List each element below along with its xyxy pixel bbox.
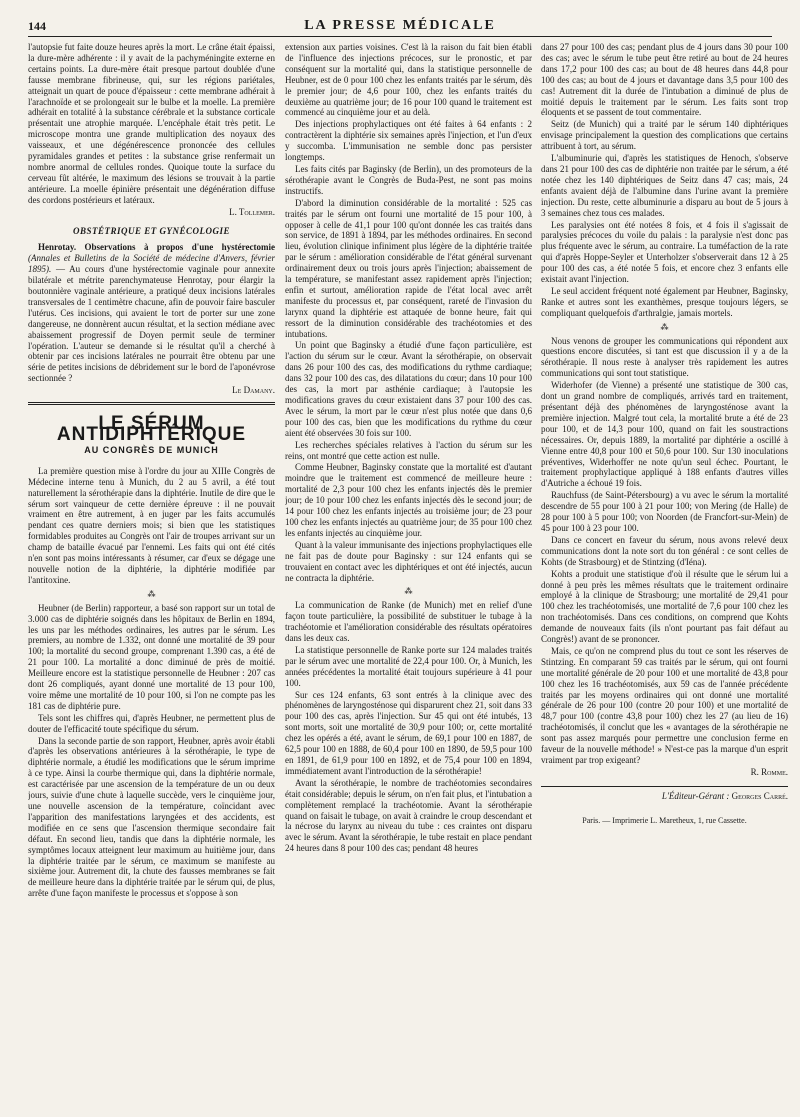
henrotay-paragraph — [28, 242, 275, 384]
signature: R. Romme. — [750, 766, 788, 777]
section-separator: ⁂ — [660, 322, 669, 332]
paragraph: dans 27 pour 100 des cas; pendant plus de 4 jours dans 30 pour 100 des cas; avec le sérum le tube peut être retiré au bout de 24 heures dans 17,2 pour 100 des cas; au bout de 48 heures dans 44,8 pour 100 des cas; au bout de 4 jours et davantage dans 3,5 pour 100 des cas! Autrement dit la durée de l'intubation a diminué de plus de moitié depuis le traitement par le sérum. Les faits sont trop éloquents et se passent de tout commentaire. — [541, 42, 788, 118]
paragraph: Widerhofer (de Vienne) a présenté une statistique de 300 cas, dont un grand nombre de compliqués, arrivés tard en traitement, présentant déjà des phénomènes de laryngosténose avant la première injection. Malgré tout cela, la mortalité brute a été de 23 pour 100, et de 14,3 pour 100, quand on fait les soustractions nécessaires. Or, depuis 1889, la mortalité par diphtérie a oscillé à Vienne entre 40,8 pour 100 et 50,6 pour 100. Sur 130 inoculations préventives, Widerhoffer ne note qu'un seul échec. Pourtant, le traitement prophylactique appliqué à 188 enfants d'autres villes d'Autriche a échoué 19 fois. — [541, 380, 788, 489]
paragraph: Un point que Baginsky a étudié d'une façon particulière, est l'action du sérum sur le cœur. Avant la sérothérapie, on observait dans 26 pour 100 des cas, des modifications du rythme cardiaque; dans 32 pour 100 des cas, des dilatations du cœur; dans 10 pour 100 des cas, la mort par asthénie cardiaque; à l'autopsie les modifications graves du cœur existaient dans 37 pour 100 des cas. Avec le sérum, la mort par le cœur n'est plus notée que dans 0,6 pour 100 des cas, bien que les modifications du rythme du cœur aient été observées 30 fois sur 100. — [285, 340, 532, 438]
paragraph: Nous venons de grouper les communications qui répondent aux questions encore discutées, si tant est que discussion il y a de la sérothérapie. Il nous reste à analyser très rapidement les autres communications qui sont tout statistique. — [541, 335, 788, 379]
section-separator: ⁂ — [404, 587, 413, 597]
paragraph: Le seul accident fréquent noté également par Heubner, Baginsky, Ranke et autres sont les exanthèmes, presque toujours légers, se compliquant quelquefois d'arthralgie, jamais mortels. — [541, 285, 788, 318]
paragraph: Quant à la valeur immunisante des injections prophylactiques elle ne fait pas de doute pour Baginsky : sur 124 enfants qui se trouvaient en contact avec les diphtériques et ont été injectés, aucun ne contracta la diphtérie. — [285, 539, 532, 583]
paragraph: l'autopsie fut faite douze heures après la mort. Le crâne était épaissi, la dure-mère adhérente : il y avait de la pachyméningite externe en certains points. La dure-mère était presque partout doublée d'une fausse membrane fibrineuse, qui, sur les régions pariétales, atteignait un quart de pouce d'épaisseur : cette membrane adhérait à l'arachnoïde et se prolongeait sur le bulbe et la moelle. La première adhérait en totalité à la substance cérébrale et la substance corticale présentait une atrophie marquée. L'encéphale était très petit. Le microscope montra une grande multiplication des noyaux des vaisseaux, et une dégénérescence prononcée des cellules pyramidales grandes et petites : la substance grise renfermait un nombre anormal de cellules rondes. Quoique toute la surface du cerveau fût altérée, le maximum des lésions se trouvait à la partie antérieure. La moelle épinière présentait une dégénération diffuse des cordons postérieurs et latéraux. — [28, 42, 275, 205]
intro-paragraph: La première question mise à l'ordre du jour au XIIIe Congrès de Médecine interne tenu à Munich, du 2 au 5 avril, a été tout naturellement la sérothérapie dans la diphtérie. Inutile de dire que le sérum sort vainqueur de cette dernière épreuve : il ne pouvait vraiment en être autrement, à en juger par les faits accumulés pendant ces quatre derniers mois; si bien que les statistiques formidables produites au Congrès ont l'air de troupes arrivant sur un champ de bataille évacué par l'ennemi. Les faits qui ont été cités n'en sont pas moins intéressants à résumer, car d'eux se dégage une nouvelle notion de la diphtérie, la diphtérie modifiée par l'antitoxine. — [28, 465, 275, 585]
signature: Le Damany. — [232, 385, 275, 396]
page-header — [28, 14, 772, 34]
paragraph: Comme Heubner, Baginsky constate que la mortalité est d'autant moindre que le traitement est commencé de meilleure heure : mortalité de 2,3 pour 100 chez les enfants injectés dès le premier jour; de 10 pour 100 chez les enfants injectés dès le second jour; de 14 pour 100 chez les enfants injectés au troisième jour; de 23 pour 100 chez les enfants injectés au quatrième jour; de 35 pour 100 chez les enfants injectés au cinquième jour. — [285, 462, 532, 538]
editor-label: L'Éditeur-Gérant : — [661, 790, 730, 801]
paragraph: Les paralysies ont été notées 8 fois, et 4 fois il s'agissait de paralysies précoces du voile du palais : la paralysie n'est donc pas plus fréquente avec le sérum, au contraire. La tuméfaction de la rate qui d'après Hoppe-Seyler et Unterholzer s'observerait dans 12 à 25 pour 100 des cas, a été notée 5 fois, et encore chez 3 enfants elle existait avant l'injection. — [541, 219, 788, 285]
editor-line — [541, 791, 788, 802]
henrotay-source: (Annales et Bulletins de la Société de médecine d'Anvers, février 1895). — [28, 253, 275, 275]
paragraph: Dans la seconde partie de son rapport, Heubner, après avoir établi d'après les observations antérieures à la sérothérapie, le type de diphtérie normale, a étudié les modifications que le sérum imprime à ce type. Ainsi la courbe thermique qui, dans la diphtérie normale, est caractérisée par une ascension de la température de un ou deux jours, suivie d'une chute à laquelle succède, vers le cinquième jour, une nouvelle ascension de la température, coïncidant avec l'apparition des manifestations laryngées et des accidents, est modifiée en ce sens que l'ascension thermique secondaire fait défaut. En second lieu, tandis que dans la diphtérie normale, les symptômes locaux atteignent leur maximum au huitième jour, dans la diphtérie traitée par le sérum, ce maximum se manifeste au sixième jour. Autrement dit, la chute des fausses membranes se fait de meilleure heure dans la diphtérie traitée par le sérum qui, de plus, arrête d'une façon manifeste le processus et s'oppose à son — [28, 735, 275, 899]
paragraph: extension aux parties voisines. C'est là la raison du fait bien établi de l'influence des injections précoces, sur le pronostic, et par conséquent sur la mortalité qui, dans la statistique personnelle de Heubner, est de 0 pour 100 chez les enfants traités par le sérum, dès le premier jour; de 4,6 pour 100, chez les enfants traités du deuxième au quatrième jour; de 16 pour 100 quand le traitement est commencé au cinquième jour et au delà. — [285, 42, 532, 118]
paragraph: Des injections prophylactiques ont été faites à 64 enfants : 2 contractèrent la diphtérie six semaines après l'injection, et l'un d'eux y succomba. L'immunisation ne semble donc pas persister longtemps. — [285, 119, 532, 163]
divider — [28, 402, 275, 405]
header-rule — [28, 36, 772, 37]
paragraph: Tels sont les chiffres qui, d'après Heubner, ne permettent plus de douter de l'efficacité toute spécifique du sérum. — [28, 712, 275, 734]
paragraph: Avant la sérothérapie, le nombre de trachéotomies secondaires était considérable; depuis le sérum, on n'en fait plus, et l'intubation a complètement remplacé la trachéotomie. Avant la sérothérapie quand on faisait le tubage, on avait à craindre le croup descendant et la nécrose du larynx au niveau du tube : ces craintes ont disparu avec le sérum. Avant la sérothérapie, le tube restait en place pendant 24 heures dans 8 pour 100 des cas; pendant 48 heures — [285, 777, 532, 854]
article-title: LE SÉRUM ANTIDIPHTÉRIQUE — [56, 413, 247, 445]
henrotay-text: — Au cours d'une hystérectomie vaginale pour annexite bilatérale et métrite parenchymateuse Henrotay, pour élargir la boutonnière vaginale antérieure, a pratiqué deux incisions latérales transversales de 1 centimètre chacune, afin de pouvoir faire basculer l'utérus. Ces incisions, qui avaient le tort de porter sur une zone dangereuse, ne donnèrent aucun résultat, et la section médiane avec abaissement progressif de Doyen permit seule de terminer l'opération. L'auteur se demande si le résultat qu'il a cherché à obtenir par ces incisions latérales ne pourrait être obtenu par une série de petites incisions de débridement sur le bord de l'aponévrose sectionnée ? — [28, 264, 275, 384]
column-2 — [285, 42, 532, 1102]
paragraph: Sur ces 124 enfants, 63 sont entrés à la clinique avec des phénomènes de laryngosténose qui disparurent chez 21, soit dans 33 pour 100 des cas, après l'injection. Sur 45 qui ont été intubés, 13 sont morts, soit une mortalité de 30,9 pour 100; or, cette mortalité chez les opérés a été, avant le sérum, de 69,1 pour 100 en 1887, de 62,5 pour 100 en 1888, de 60,4 pour 100 en 1890, de 59,5 pour 100 en 1891, de 61,9 pour 100 en 1892, et de 75,4 pour 100 en 1894, immédiatement avant l'introduction de la sérothérapie! — [285, 689, 532, 776]
paragraph: Mais, ce qu'on ne comprend plus du tout ce sont les réserves de Stintzing. En comparant 59 cas traités par le sérum, qui ont fourni une mortalité générale de 20 pour 100 et une mortalité de 43,8 pour 100 chez les 16 trachéotomisés, aux 59 cas de l'année précédente traités par les moyens ordinaires qui ont donné une mortalité générale de 26 pour 100 (contre 20 pour 100) et une mortalité de 48,7 pour 100 (contre 43,8 pour 100) chez les 27 (au lieu de 16) trachéotomisés, il conclut que les « avantages de la sérothérapie ne sont pas assez marqués pour permettre une conclusion ferme en faveur de la nouvelle méthode! » N'est-ce pas la marque d'un esprit vraiment par trop exigeant? — [541, 645, 788, 765]
section-separator: ⁂ — [147, 589, 156, 599]
paragraph: Seitz (de Munich) qui a traité par le sérum 140 diphtériques envisage principalement la question des complications que certains attribuent à tort, au sérum. — [541, 119, 788, 152]
paragraph: L'albuminurie qui, d'après les statistiques de Henoch, s'observe dans 21 pour 100 des cas de diphtérie non traitée par le sérum, a été notée chez les 140 diphtériques de Seitz dans 47 cas; mais, 24 enfants avaient déjà de l'albumine dans l'urine avant la première injection. Du reste, cette albuminurie a disparu au bout de 5 jours à 3 semaines chez tous ces malades. — [541, 153, 788, 218]
paragraph: Heubner (de Berlin) rapporteur, a basé son rapport sur un total de 3.000 cas de diphtérie soignés dans les hôpitaux de Berlin en 1894, les uns par les méthodes ordinaires, les autres par le sérum. Les premiers, au nombre de 1.332, ont donné une mortalité de 39 pour 100; la mortalité du second groupe, comprenant 1.390 cas, a été de 21 pour 100. La mortalité a donc diminué de près de moitié. Meilleure encore est la statistique personnelle de Heubner : 207 cas dont 26 compliqués, ayant donné une mortalité de 13 pour 100, voire même une mortalité de 10 pour 100, si l'on ne compte pas les 181 cas de diphtérie pure. — [28, 602, 275, 711]
editor-name: Georges Carré. — [731, 790, 788, 801]
imprint: Paris. — Imprimerie L. Maretheux, 1, rue Cassette. — [582, 815, 747, 825]
paragraph: D'abord la diminution considérable de la mortalité : 525 cas traités par le sérum ont fourni une mortalité de 15 pour 100, à opposer à celle de 41,1 pour 100 qu'ont donnée les cas traités dans son service, de 1891 à 1894, par les méthodes ordinaires. En second lieu, évolution clinique infiniment plus légère de la diphtérie traitée par le sérum : amélioration considérable de l'état général survenant ordinairement deux ou trois jours après l'injection; abaissement de la température, se manifestant assez rapidement après l'injection; enfin et surtout, amélioration rapide de l'état local avec arrêt manifeste du processus et, par conséquent, rareté de l'invasion du larynx quand la diphtérie est attaquée de bonne heure, fait qui ressort de la diminution considérable des trachéotomies et des intubations. — [285, 197, 532, 339]
section-heading: OBSTÉTRIQUE ET GYNÉCOLOGIE — [72, 225, 231, 236]
paragraph: Dans ce concert en faveur du sérum, nous avons relevé deux communications dont la note sort du ton général : ce sont celles de Kohts (de Strasbourg) et de Stintzing (d'Iéna). — [541, 534, 788, 567]
paragraph: Les faits cités par Baginsky (de Berlin), un des promoteurs de la sérothérapie avant le Congrès de Buda-Pest, ne sont pas moins instructifs. — [285, 163, 532, 196]
footer — [541, 786, 788, 827]
paragraph: Kohts a produit une statistique d'où il résulte que le sérum lui a donné à peu près les mêmes résultats que le traitement ordinaire employé à la clinique de Strasbourg; une mortalité de 29,41 pour 100 chez les trachéotomisés, une mortalité de 7,6 pour 100 chez les non trachéotomisés. Dans ces conditions, on comprend que Kohts demande de nouveaux faits (ils n'ont pourtant pas fait défaut au Congrès!) avant de se prononcer. — [541, 568, 788, 645]
paragraph: La communication de Ranke (de Munich) met en relief d'une façon toute particulière, la possibilité de substituer le tubage à la trachéotomie et l'amélioration considérable des résultats opératoires dans les deux cas. — [285, 600, 532, 644]
henrotay-lead: Henrotay. Observations à propos d'une hystérectomie — [38, 242, 275, 253]
signature: L. Tollemer. — [229, 206, 275, 217]
column-1 — [28, 42, 275, 1102]
paragraph: Rauchfuss (de Saint-Pétersbourg) a vu avec le sérum la mortalité descendre de 55 pour 100 à 21 pour 100; von Mering (de Halle) de 28 pour 100 à 5 pour 100; von Noorden (de Francfort-sur-Mein) de 45 pour 100 à 23 pour 100. — [541, 490, 788, 533]
page-number: 144 — [28, 19, 46, 33]
paragraph: La statistique personnelle de Ranke porte sur 124 malades traités par le sérum avec une mortalité de 22,4 pour 100. Or, à Munich, les années précédentes la mortalité était toujours supérieure à 41 pour 100. — [285, 644, 532, 688]
journal-title: LA PRESSE MÉDICALE — [304, 18, 496, 33]
paragraph: Les recherches spéciales relatives à l'action du sérum sur les reins, ont montré que cette action est nulle. — [285, 439, 532, 461]
column-3 — [541, 42, 788, 1102]
article-subtitle: AU CONGRÈS DE MUNICH — [84, 444, 219, 455]
